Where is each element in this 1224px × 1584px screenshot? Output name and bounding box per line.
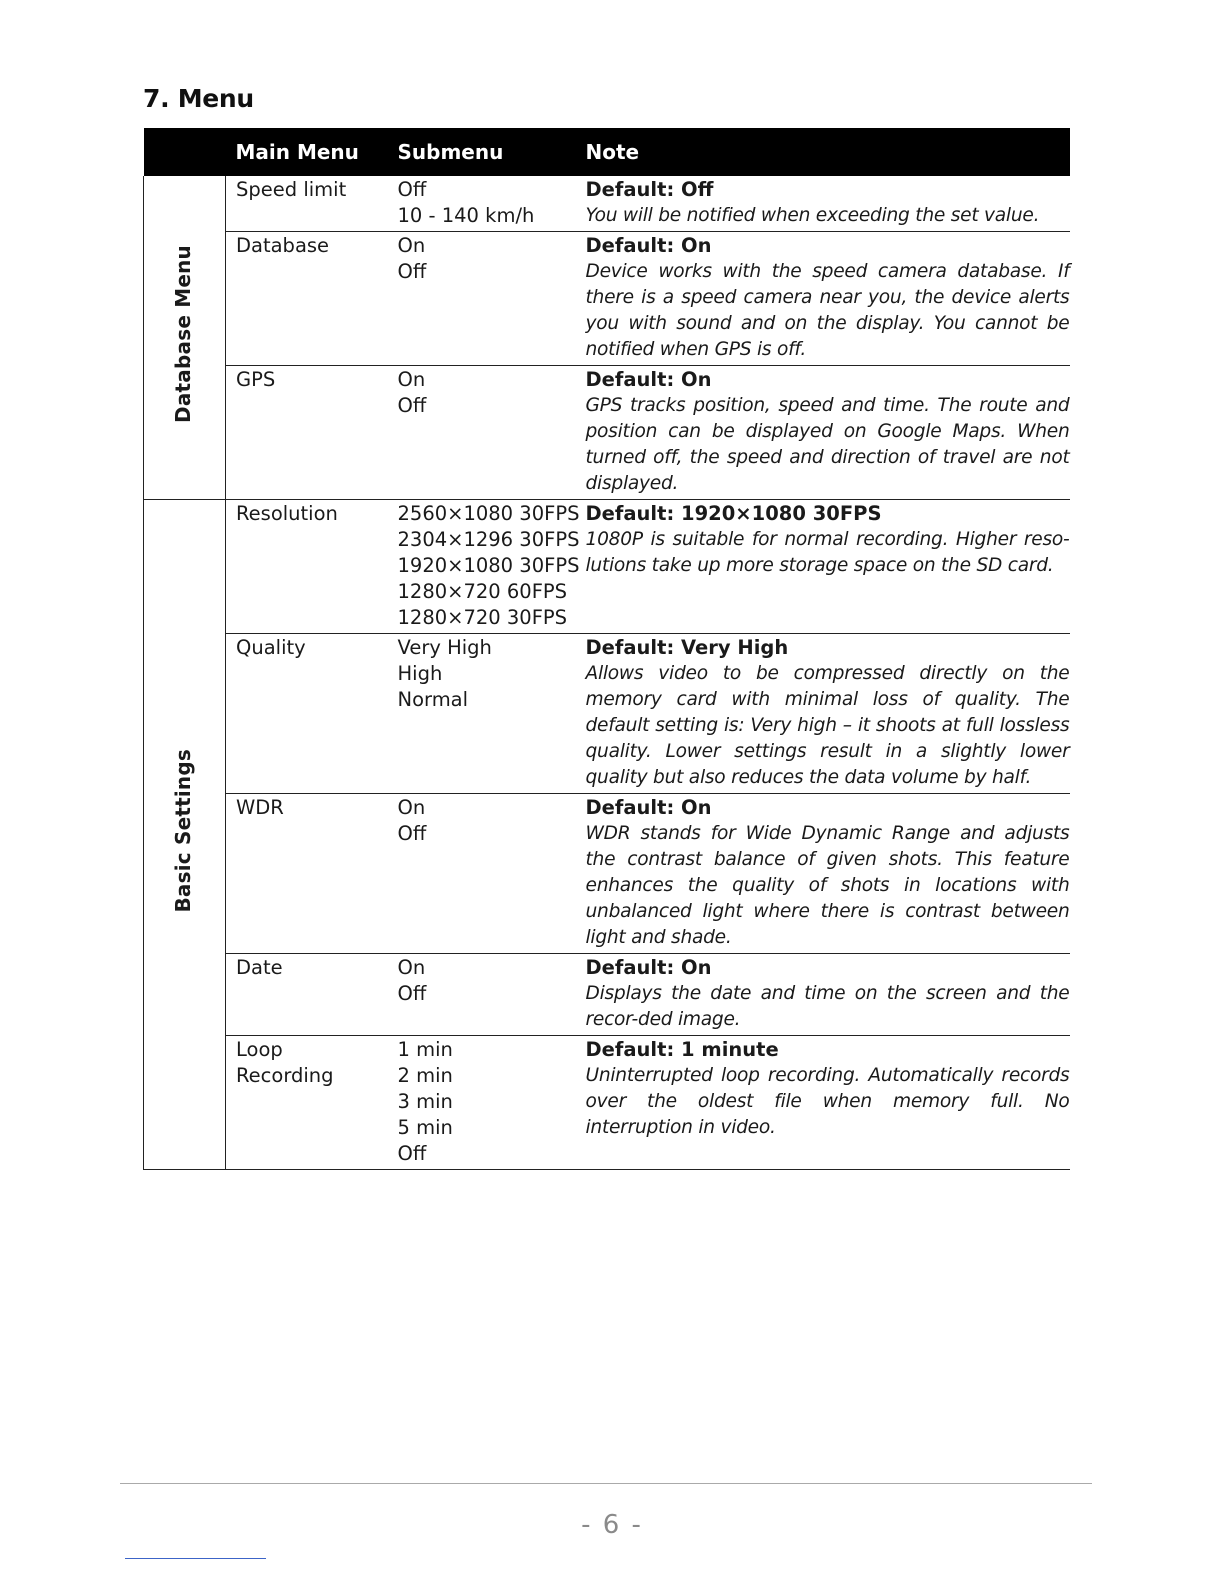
submenu-option: 5 min: [397, 1116, 453, 1139]
submenu-option: On: [397, 234, 426, 257]
note-cell: [582, 1036, 1070, 1170]
footer-link-underline: [125, 1558, 266, 1559]
note-cell: [582, 176, 1070, 232]
submenu-option: 1280×720 30FPS: [397, 606, 568, 629]
submenu-cell: [388, 794, 582, 954]
footer-divider: [120, 1483, 1092, 1484]
submenu-option: Very High: [397, 636, 492, 659]
note-description: GPS tracks position, speed and time. The route and position can be displayed on Google Maps. When turned off, the speed and direction of travel are not displayed.: [585, 395, 1070, 494]
submenu-cell: [388, 634, 582, 794]
submenu-option: Normal: [397, 688, 469, 711]
table-row: [144, 634, 1070, 794]
submenu-cell: [388, 1036, 582, 1170]
note-cell: [582, 794, 1070, 954]
main-menu-cell: WDR: [226, 794, 388, 954]
table-row: [144, 176, 1070, 232]
note-description: 1080P is suitable for normal recording. Higher reso-lutions take up more storage space on the SD card.: [585, 529, 1070, 576]
submenu-cell: [388, 366, 582, 500]
header-submenu: Submenu: [388, 128, 582, 176]
default-value: Default: 1920×1080 30FPS: [585, 502, 882, 525]
default-value: Default: On: [585, 796, 712, 819]
default-value: Default: 1 minute: [585, 1038, 779, 1061]
main-menu-cell: GPS: [226, 366, 388, 500]
default-value: Default: On: [585, 956, 712, 979]
default-value: Default: On: [585, 368, 712, 391]
main-menu-cell: Quality: [226, 634, 388, 794]
table-row: [144, 954, 1070, 1036]
note-description: You will be notified when exceeding the set value.: [585, 205, 1040, 226]
submenu-cell: [388, 232, 582, 366]
note-description: Uninterrupted loop recording. Automatically records over the oldest file when memory full. No interruption in video.: [585, 1065, 1070, 1138]
note-description: WDR stands for Wide Dynamic Range and adjusts the contrast balance of given shots. This feature enhances the quality of shots in locations with unbalanced light where there is contrast between light and shade.: [585, 823, 1070, 948]
note-description: Displays the date and time on the screen and the recor-ded image.: [585, 983, 1070, 1030]
note-cell: [582, 634, 1070, 794]
main-menu-cell: Date: [226, 954, 388, 1036]
menu-table: [143, 128, 1070, 1170]
submenu-option: On: [397, 368, 426, 391]
note-cell: [582, 500, 1070, 634]
submenu-option: Off: [397, 982, 427, 1005]
submenu-option: Off: [397, 394, 427, 417]
group-label: Basic Settings: [170, 749, 195, 913]
submenu-cell: [388, 954, 582, 1036]
submenu-option: 1280×720 60FPS: [397, 580, 568, 603]
submenu-option: Off: [397, 822, 427, 845]
header-group: [144, 128, 226, 176]
default-value: Default: Very High: [585, 636, 789, 659]
main-menu-cell: Database: [226, 232, 388, 366]
note-cell: [582, 366, 1070, 500]
submenu-option: Off: [397, 260, 427, 283]
main-menu-cell: Loop Recording: [226, 1036, 388, 1170]
note-description: Allows video to be compressed directly on the memory card with minimal loss of quality. The default setting is: Very high – it shoots at full lossless quality. Lower settings result in a slightly lower quality but also reduces the data volume by half.: [585, 663, 1070, 788]
submenu-option: 2 min: [397, 1064, 453, 1087]
submenu-option: On: [397, 796, 426, 819]
submenu-option: Off: [397, 1142, 427, 1165]
table-row: [144, 232, 1070, 366]
header-main-menu: Main Menu: [226, 128, 388, 176]
note-description: Device works with the speed camera database. If there is a speed camera near you, the device alerts you with sound and on the display. You cannot be notified when GPS is off.: [585, 261, 1070, 360]
default-value: Default: Off: [585, 178, 714, 201]
main-menu-cell: Speed limit: [226, 176, 388, 232]
submenu-cell: [388, 500, 582, 634]
page-number: - 6 -: [581, 1510, 643, 1540]
submenu-option: 3 min: [397, 1090, 453, 1113]
submenu-option: 10 - 140 km/h: [397, 204, 535, 227]
table-row: [144, 794, 1070, 954]
default-value: Default: On: [585, 234, 712, 257]
table-row: [144, 500, 1070, 634]
header-note: Note: [582, 128, 1070, 176]
table-header-row: [144, 128, 1070, 176]
submenu-option: High: [397, 662, 443, 685]
submenu-option: Off: [397, 178, 427, 201]
group-cell: [144, 500, 226, 1170]
group-label: Database Menu: [170, 245, 195, 423]
page-title: 7. Menu: [143, 84, 254, 113]
submenu-option: On: [397, 956, 426, 979]
table-row: [144, 366, 1070, 500]
submenu-option: 2304×1296 30FPS: [397, 528, 580, 551]
submenu-option: 2560×1080 30FPS: [397, 502, 580, 525]
submenu-option: 1920×1080 30FPS: [397, 554, 580, 577]
submenu-option: 1 min: [397, 1038, 453, 1061]
submenu-cell: [388, 176, 582, 232]
table-row: [144, 1036, 1070, 1170]
group-cell: [144, 176, 226, 500]
main-menu-cell: Resolution: [226, 500, 388, 634]
note-cell: [582, 232, 1070, 366]
note-cell: [582, 954, 1070, 1036]
